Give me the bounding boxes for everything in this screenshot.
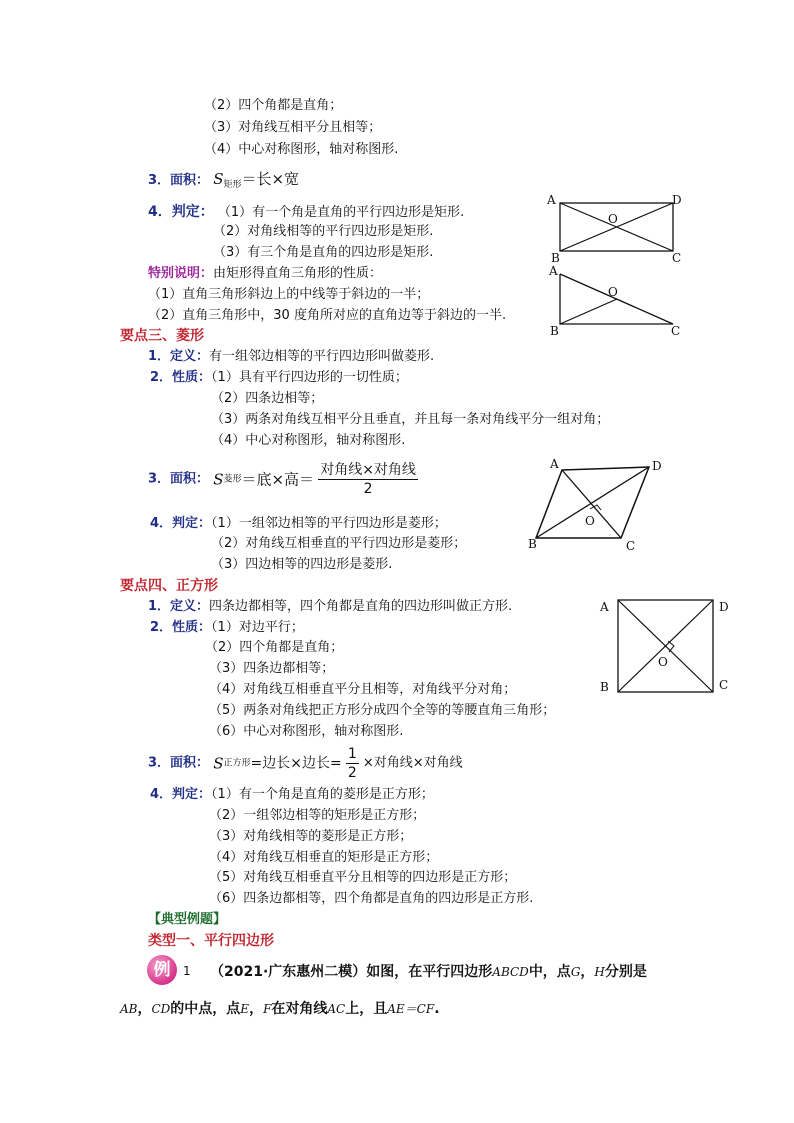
example-line-2 <box>120 998 440 1018</box>
square-prop-5: （5）两条对角线把正方形分成四个全等的等腰直角三角形； <box>209 703 556 718</box>
square-prop-4: （4）对角线互相垂直平分且相等，对角线平分对角； <box>209 682 517 697</box>
ex1-post: 分别是 <box>604 964 647 980</box>
square-area-tail: ×对角线×对角线 <box>362 755 463 771</box>
square-judge-label: 4．判定： <box>150 787 212 802</box>
rhombus-area-fraction <box>318 461 418 498</box>
rect-area <box>148 170 299 194</box>
rhombus-judge-1: （1）一组邻边相等的平行四边形是菱形； <box>211 516 447 531</box>
ex2-ac: AC <box>327 1002 346 1016</box>
square-area <box>148 745 463 782</box>
square-judge-6: （6）四条边都相等，四个角都是直角的四边形是正方形. <box>209 891 534 906</box>
label-b: B <box>551 251 560 265</box>
label-d: D <box>672 193 682 207</box>
rhombus-def-text: 有一组邻边相等的平行四边形叫做菱形. <box>209 349 435 364</box>
label-b: B <box>550 324 559 338</box>
rect-special-1: （1）直角三角形斜边上的中线等于斜边的一半； <box>148 287 430 302</box>
square-judge-5: （5）对角线互相垂直平分且相等的四边形是正方形； <box>209 870 517 885</box>
example-line-1 <box>210 961 647 981</box>
label-o: O <box>585 514 595 528</box>
ex1-h: H <box>594 965 605 979</box>
square-judge-1: （1）有一个角是直角的菱形是正方形； <box>211 787 434 802</box>
example-badge <box>147 955 177 985</box>
rect-prop-2: （2）四个角都是直角； <box>204 98 343 113</box>
rhombus-judge-label: 4．判定： <box>150 516 212 531</box>
square-prop-2: （2）四个角都是直角； <box>205 640 344 655</box>
label-b: B <box>528 537 537 551</box>
ex2-c2: ， <box>249 1001 264 1017</box>
rhombus-prop-4: （4）中心对称图形，轴对称图形. <box>211 433 406 448</box>
rhombus-prop-1-line <box>150 369 408 387</box>
label-d: D <box>652 459 662 473</box>
square-prop-3: （3）四条边都相等； <box>209 661 335 676</box>
square-def-text: 四条边都相等，四个角都是直角的四边形叫做正方形. <box>209 599 513 614</box>
rhombus-def-label: 1．定义： <box>148 349 210 364</box>
rhombus-area-s: S <box>213 470 224 489</box>
rhombus-figure <box>522 455 672 555</box>
examples-heading: 【典型例题】 <box>148 912 227 927</box>
square-judge-4: （4）对角线互相垂直的矩形是正方形； <box>209 850 439 865</box>
rect-area-label: 3．面积： <box>148 173 210 188</box>
label-b: B <box>600 680 609 694</box>
label-a: A <box>600 600 609 614</box>
label-c: C <box>719 678 729 692</box>
ex1-mid: 中，点 <box>528 964 571 980</box>
rectangle-figure <box>540 188 690 268</box>
rhombus-prop-label: 2．性质： <box>150 370 212 385</box>
rect-special-line <box>148 265 382 283</box>
square-area-sub: 正方形 <box>223 758 251 769</box>
rect-judge-3: （3）有三个角是直角的四边形是矩形. <box>213 245 434 260</box>
example-badge-label: 例 <box>153 960 171 980</box>
rect-area-rhs: ＝长×宽 <box>241 170 300 188</box>
example-number: 1 <box>183 964 191 978</box>
rhombus-prop-2: （2）四条边相等； <box>211 391 324 406</box>
square-judge-2: （2）一组邻边相等的矩形是正方形； <box>209 808 426 823</box>
square-judge-3: （3）对角线相等的菱形是正方形； <box>209 829 413 844</box>
ex2-cd: CD <box>151 1002 171 1016</box>
label-d: D <box>719 600 729 614</box>
ex2-e: E <box>240 1002 250 1016</box>
rhombus-area-sub: 菱形 <box>223 474 242 485</box>
rect-prop-4: （4）中心对称图形，轴对称图形. <box>204 142 399 157</box>
median-bo <box>560 299 617 324</box>
rect-judge-1: （1）有一个角是直角的平行四边形是矩形. <box>217 205 465 220</box>
square-area-num: 1 <box>347 746 357 762</box>
square-def-label: 1．定义： <box>148 599 210 614</box>
rect-special-label: 特别说明： <box>148 266 214 281</box>
ex2-mid2: 在对角线 <box>271 1001 328 1017</box>
rect-judge-1-line <box>148 203 464 222</box>
type1-heading: 类型一、平行四边形 <box>148 933 274 949</box>
rect-judge-2: （2）对角线相等的平行四边形是矩形. <box>213 224 434 239</box>
square-prop-6: （6）中心对称图形，轴对称图形. <box>209 724 404 739</box>
rhombus-area <box>148 461 418 498</box>
rect-judge-label: 4．判定： <box>148 204 214 220</box>
rhombus-def-line <box>148 348 434 366</box>
square-prop-label: 2．性质： <box>150 620 212 635</box>
square-area-mid: =边长×边长= <box>250 755 342 772</box>
square-area-fraction <box>346 745 359 782</box>
square-prop-1-line <box>150 619 304 637</box>
ex2-ab: AB <box>120 1002 138 1016</box>
square-area-label: 3．面积： <box>148 755 210 771</box>
label-a: A <box>547 193 556 207</box>
rhombus-area-den: 2 <box>363 481 373 497</box>
label-o: O <box>608 212 618 226</box>
label-c: C <box>671 324 681 338</box>
label-a: A <box>550 457 559 471</box>
rect-prop-3: （3）对角线互相平分且相等； <box>204 120 382 135</box>
label-c: C <box>626 539 636 553</box>
ex2-f: F <box>263 1002 272 1016</box>
ex1-abcd: ABCD <box>492 965 529 979</box>
ex2-eq: AE＝CF <box>387 1002 435 1016</box>
rhombus-judge-1-line <box>150 515 447 533</box>
rect-special-2: （2）直角三角形中，30 度角所对应的直角边等于斜边的一半. <box>148 308 507 323</box>
square-area-den: 2 <box>347 765 357 781</box>
right-triangle-figure <box>540 262 690 342</box>
square-judge-1-line <box>150 786 434 804</box>
label-o: O <box>658 655 668 669</box>
rhombus-area-label: 3．面积： <box>148 471 210 487</box>
rhombus-area-mid: ＝底×高＝ <box>241 470 315 489</box>
square-prop-1: （1）对边平行； <box>211 620 304 635</box>
rhombus-prop-1: （1）具有平行四边形的一切性质； <box>211 370 408 385</box>
rhombus-judge-2: （2）对角线互相垂直的平行四边形是菱形； <box>211 536 467 551</box>
rhombus-judge-3: （3）四边相等的四边形是菱形. <box>211 557 393 572</box>
square-area-s: S <box>213 754 224 773</box>
ex2-mid3: 上，且 <box>345 1001 388 1017</box>
ex1-pre: （2021·广东惠州二模）如图，在平行四边形 <box>210 964 493 980</box>
square-heading: 要点四、正方形 <box>120 578 218 594</box>
label-o: O <box>608 285 618 299</box>
ex2-c1: ， <box>137 1001 152 1017</box>
rect-area-sub: 矩形 <box>223 180 242 190</box>
rect-area-s: S <box>213 170 224 188</box>
ex2-mid: 的中点，点 <box>170 1001 241 1017</box>
rect-special-text: 由矩形得直角三角形的性质： <box>213 266 383 281</box>
label-a: A <box>549 264 558 278</box>
label-c: C <box>672 251 682 265</box>
ex2-end: . <box>434 1001 440 1017</box>
rhombus-area-num: 对角线×对角线 <box>320 462 416 478</box>
square-def-line <box>148 598 512 616</box>
ex1-g: G <box>570 965 581 979</box>
ex1-comma: ， <box>580 964 595 980</box>
square-figure <box>590 590 740 700</box>
rhombus-heading: 要点三、菱形 <box>120 328 204 344</box>
rhombus-prop-3: （3）两条对角线互相平分且垂直，并且每一条对角线平分一组对角； <box>211 412 610 427</box>
